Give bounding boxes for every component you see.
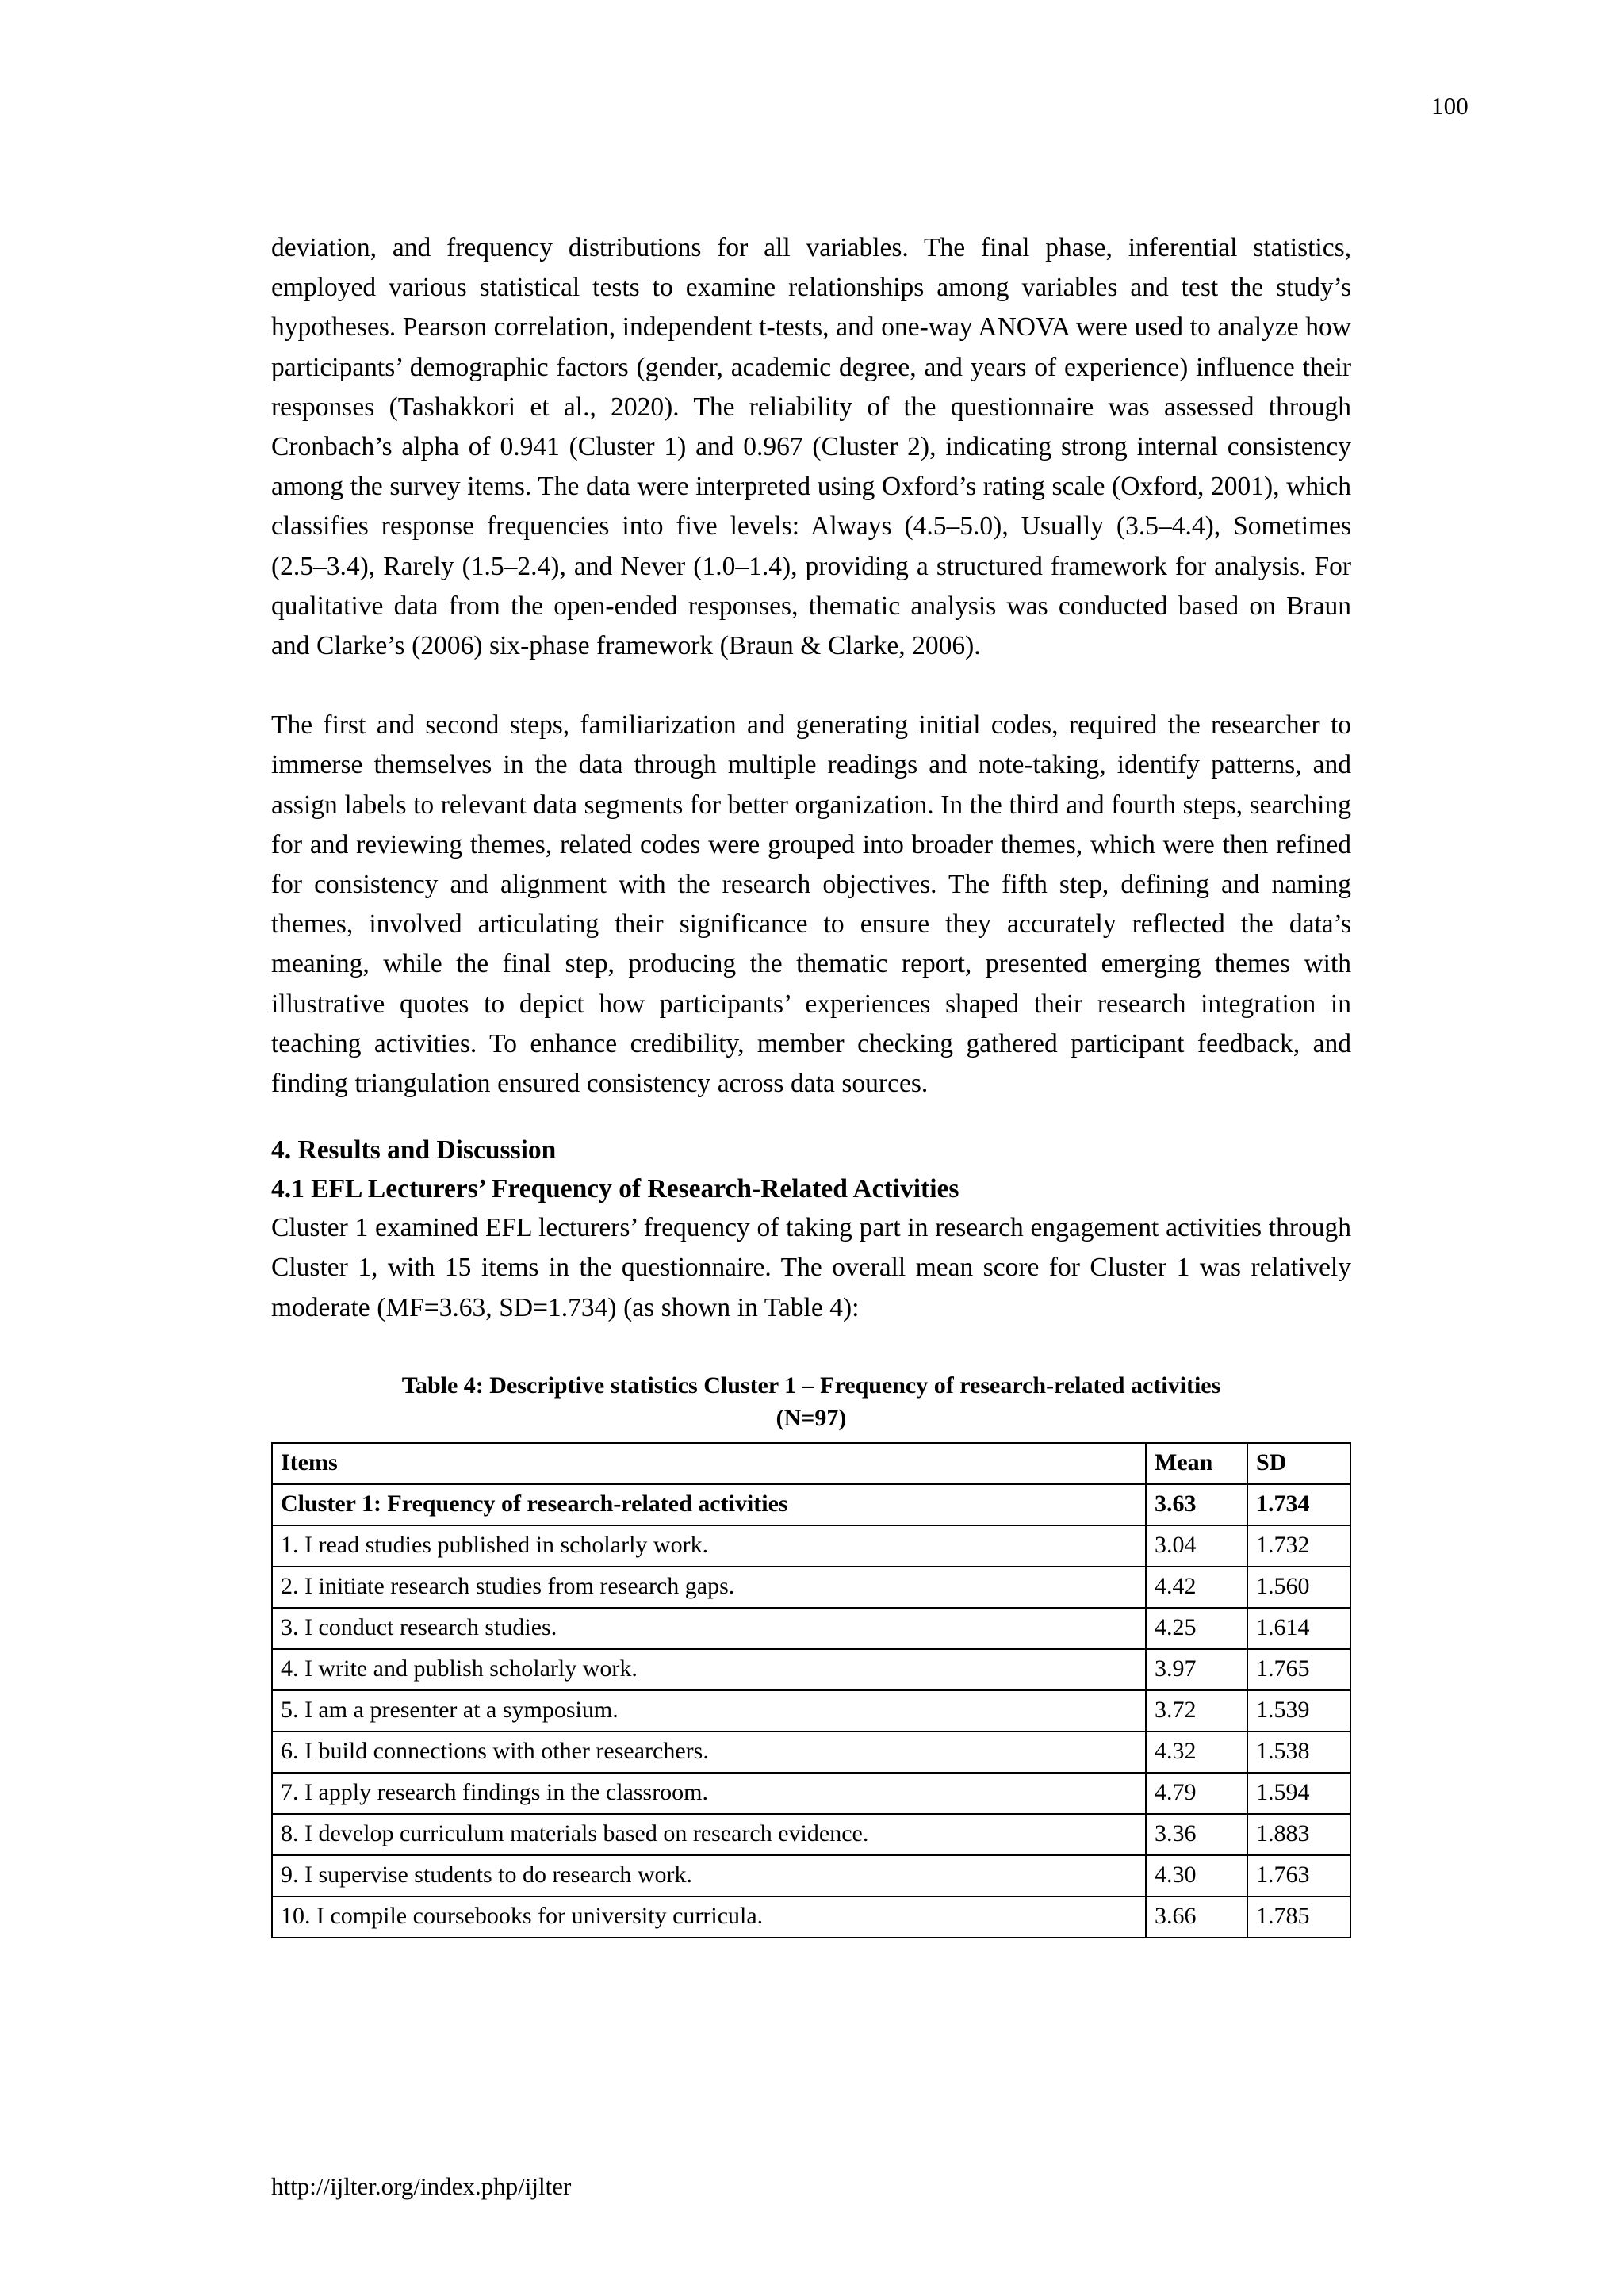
table-row bbox=[272, 1814, 1350, 1855]
table-cell-item: Cluster 1: Frequency of research-related activities bbox=[272, 1484, 1146, 1525]
table-row bbox=[272, 1608, 1350, 1649]
paragraph-spacer bbox=[271, 666, 1351, 706]
table-cell-item: 6. I build connections with other researchers. bbox=[272, 1732, 1146, 1773]
table-row bbox=[272, 1690, 1350, 1732]
table-row bbox=[272, 1649, 1350, 1690]
column-header-sd: SD bbox=[1247, 1443, 1350, 1484]
table-cell-mean: 3.72 bbox=[1146, 1690, 1247, 1732]
table-row bbox=[272, 1567, 1350, 1608]
table-cell-sd: 1.539 bbox=[1247, 1690, 1350, 1732]
section-heading-results-and-discussion: 4. Results and Discussion bbox=[271, 1135, 557, 1165]
table-cell-sd: 1.538 bbox=[1247, 1732, 1350, 1773]
table-cell-mean: 4.42 bbox=[1146, 1567, 1247, 1608]
table-cell-mean: 3.97 bbox=[1146, 1649, 1247, 1690]
table-row bbox=[272, 1896, 1350, 1938]
paragraph-thematic-analysis-steps: The first and second steps, familiarization and generating initial codes, required the researcher to immerse themselves in the data through multiple readings and note-taking, identify patterns, and assign labels to relevant data segments for better organization. In the third and fourth steps, searching for and reviewing themes, related codes were grouped into broader themes, which were then refined for consistency and alignment with the research objectives. The fifth step, defining and naming themes, involved articulating their significance to ensure they accurately reflected the data’s meaning, while the final step, producing the thematic report, presented emerging themes with illustrative quotes to depict how participants’ experiences shaped their research integration in teaching activities. To enhance credibility, member checking gathered participant feedback, and finding triangulation ensured consistency across data sources. bbox=[271, 710, 1351, 1099]
footer-journal-url[interactable]: http://ijlter.org/index.php/ijlter bbox=[271, 2172, 572, 2200]
table-header bbox=[272, 1443, 1350, 1484]
table-cell-item: 1. I read studies published in scholarly work. bbox=[272, 1525, 1146, 1567]
table-cell-sd: 1.763 bbox=[1247, 1855, 1350, 1896]
table-body bbox=[272, 1484, 1350, 1938]
column-header-items: Items bbox=[272, 1443, 1146, 1484]
page-number: 100 bbox=[1431, 92, 1469, 120]
table-cell-mean: 4.25 bbox=[1146, 1608, 1247, 1649]
table-cell-sd: 1.560 bbox=[1247, 1567, 1350, 1608]
table-caption-line-1: Table 4: Descriptive statistics Cluster 1 – Frequency of research-related activities bbox=[401, 1372, 1221, 1399]
table-row bbox=[272, 1855, 1350, 1896]
paragraph-cluster-1-overview: Cluster 1 examined EFL lecturers’ frequency of taking part in research engagement activities through Cluster 1, with 15 items in the questionnaire. The overall mean score for Cluster 1 was relatively moderate (MF=3.63, SD=1.734) (as shown in Table 4): bbox=[271, 1213, 1351, 1322]
column-header-mean: Mean bbox=[1146, 1443, 1247, 1484]
table-cell-item: 3. I conduct research studies. bbox=[272, 1608, 1146, 1649]
table-cell-mean: 3.04 bbox=[1146, 1525, 1247, 1567]
table-cell-sd: 1.883 bbox=[1247, 1814, 1350, 1855]
table-cell-item: 5. I am a presenter at a symposium. bbox=[272, 1690, 1146, 1732]
table-row bbox=[272, 1732, 1350, 1773]
results-section-block bbox=[271, 1131, 1351, 1328]
table-header-row bbox=[272, 1443, 1350, 1484]
table-cell-mean: 4.30 bbox=[1146, 1855, 1247, 1896]
table-cell-sd: 1.594 bbox=[1247, 1773, 1350, 1814]
table-cell-sd: 1.732 bbox=[1247, 1525, 1350, 1567]
table-cell-sd: 1.785 bbox=[1247, 1896, 1350, 1938]
table-cell-item: 2. I initiate research studies from research gaps. bbox=[272, 1567, 1146, 1608]
table-cell-mean: 4.32 bbox=[1146, 1732, 1247, 1773]
table-cell-item: 9. I supervise students to do research work. bbox=[272, 1855, 1146, 1896]
descriptive-statistics-table bbox=[271, 1442, 1351, 1938]
page-content bbox=[271, 228, 1351, 1938]
table-row bbox=[272, 1525, 1350, 1567]
paragraph-methodology-continued: deviation, and frequency distributions for all variables. The final phase, inferential statistics, employed various statistical tests to examine relationships among variables and test the study’s hypotheses. Pearson correlation, independent t-tests, and one-way ANOVA were used to analyze how participants’ demographic factors (gender, academic degree, and years of experience) influence their responses (Tashakkori et al., 2020). The reliability of the questionnaire was assessed through Cronbach’s alpha of 0.941 (Cluster 1) and 0.967 (Cluster 2), indicating strong internal consistency among the survey items. The data were interpreted using Oxford’s rating scale (Oxford, 2001), which classifies response frequencies into five levels: Always (4.5–5.0), Usually (3.5–4.4), Sometimes (2.5–3.4), Rarely (1.5–2.4), and Never (1.0–1.4), providing a structured framework for analysis. For qualitative data from the open-ended responses, thematic analysis was conducted based on Braun and Clarke’s (2006) six-phase framework (Braun & Clarke, 2006). bbox=[271, 233, 1351, 661]
table-cell-item: 7. I apply research findings in the classroom. bbox=[272, 1773, 1146, 1814]
table-cell-item: 10. I compile coursebooks for university curricula. bbox=[272, 1896, 1146, 1938]
subsection-heading-frequency-of-research-related-activities: 4.1 EFL Lecturers’ Frequency of Research-Related Activities bbox=[271, 1174, 959, 1204]
table-row bbox=[272, 1484, 1350, 1525]
table-row bbox=[272, 1773, 1350, 1814]
table-cell-sd: 1.765 bbox=[1247, 1649, 1350, 1690]
table-cell-sd: 1.734 bbox=[1247, 1484, 1350, 1525]
table-cell-mean: 4.79 bbox=[1146, 1773, 1247, 1814]
table-caption-line-2: (N=97) bbox=[776, 1404, 847, 1431]
table-caption bbox=[271, 1369, 1351, 1434]
table-cell-mean: 3.66 bbox=[1146, 1896, 1247, 1938]
table-cell-mean: 3.36 bbox=[1146, 1814, 1247, 1855]
table-cell-item: 4. I write and publish scholarly work. bbox=[272, 1649, 1146, 1690]
table-cell-mean: 3.63 bbox=[1146, 1484, 1247, 1525]
table-cell-item: 8. I develop curriculum materials based on research evidence. bbox=[272, 1814, 1146, 1855]
table-cell-sd: 1.614 bbox=[1247, 1608, 1350, 1649]
